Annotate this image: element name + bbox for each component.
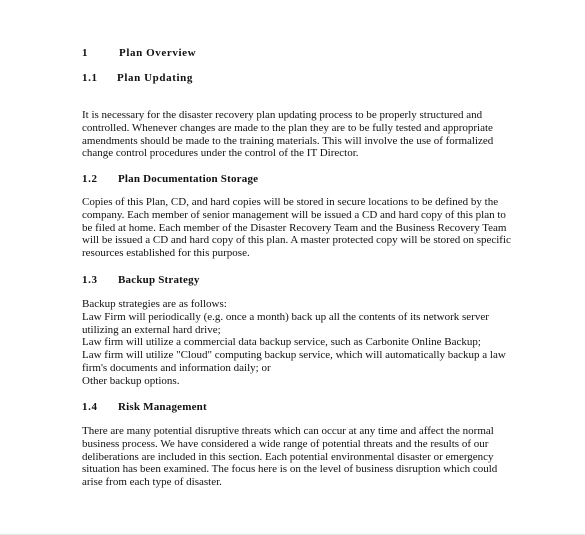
- paragraph-line: change control procedures under the control of the IT Director.: [82, 147, 359, 160]
- paragraph-line: Copies of this Plan, CD, and hard copies will be stored in secure locations to be defined by the: [82, 196, 499, 208]
- paragraph-line: business process. We have considered a wide range of potential threats and the results of our: [82, 437, 489, 450]
- paragraph-plan-updating: [82, 109, 522, 160]
- paragraph-line: Other backup options.: [82, 374, 180, 387]
- paragraph-line: company. Each member of senior management will be issued a CD and hard copy of this plan to: [82, 208, 506, 221]
- section-title: Risk Management: [118, 401, 207, 413]
- section-title: Plan Updating: [117, 72, 193, 84]
- paragraph-line: utilizing an external hard drive;: [82, 323, 221, 336]
- section-title: Plan Documentation Storage: [118, 173, 259, 185]
- paragraph-line: be filed at home. Each member of the Disaster Recovery Team and the Business Recovery Team: [82, 221, 507, 234]
- paragraph-line: There are many potential disruptive threats which can occur at any time and affect the normal: [82, 425, 494, 437]
- section-number: 1.3: [82, 274, 98, 286]
- paragraph-line: arise from each type of disaster.: [82, 476, 222, 489]
- section-number: 1.1: [82, 72, 98, 84]
- paragraph-line: Law firm will utilize "Cloud" computing backup service, which will automatically backup a law: [82, 349, 506, 362]
- paragraph-documentation-storage: [82, 196, 522, 260]
- paragraph-line: situation has been examined. The focus here is on the level of business disruption which could: [82, 463, 498, 476]
- section-number: 1.2: [82, 173, 98, 185]
- paragraph-line: It is necessary for the disaster recovery plan updating process to be properly structured and: [82, 109, 483, 121]
- section-title: Backup Strategy: [118, 274, 200, 286]
- paragraph-line: Backup strategies are as follows:: [82, 298, 227, 310]
- paragraph-line: controlled. Whenever changes are made to the plan they are to be fully tested and appropriate: [82, 121, 493, 134]
- section-number: 1: [82, 47, 89, 59]
- paragraph-backup-strategy: [82, 298, 522, 388]
- paragraph-risk-management: [82, 425, 522, 489]
- paragraph-line: Law firm will utilize a commercial data backup service, such as Carbonite Online Backup;: [82, 336, 481, 349]
- paragraph-line: amendments should be made to the training materials. This will involve the use of formalized: [82, 134, 494, 147]
- section-number: 1.4: [82, 401, 98, 413]
- paragraph-line: deliberations are included in this section. Each potential environmental disaster or emergency: [82, 450, 494, 463]
- paragraph-line: resources established for this purpose.: [82, 247, 250, 260]
- paragraph-line: Law Firm will periodically (e.g. once a month) back up all the contents of its network server: [82, 310, 489, 323]
- paragraph-line: will be issued a CD and hard copy of this plan. A master protected copy will be stored on specific: [82, 234, 511, 247]
- section-title: Plan Overview: [119, 47, 197, 59]
- paragraph-line: firm's documents and information daily; or: [82, 361, 271, 374]
